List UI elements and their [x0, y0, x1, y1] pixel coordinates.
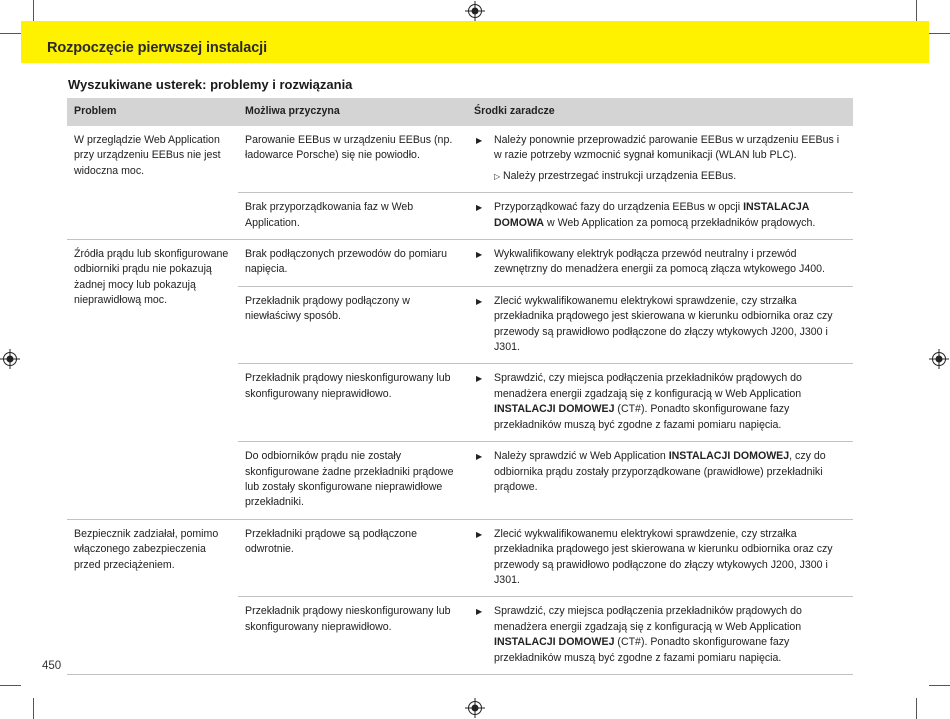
remedy-text: Zlecić wykwalifikowanemu elektrykowi sprawdzenie, czy strzałka przekładnika prądowego jest skierowana w kierunku odbiornika oraz czy przewody są prawidłowo podłączone do złączy wtykowych J200, J300 i J301.: [494, 527, 833, 586]
remedy-item: [474, 527, 846, 589]
cause-cell: Przekładnik prądowy nieskonfigurowany lub skonfigurowany nieprawidłowo.: [238, 364, 467, 442]
remedy-text: Przyporządkować fazy do urządzenia EEBus w opcji: [494, 201, 744, 214]
remedy-cell: [467, 286, 853, 364]
remedy-emphasis: INSTALACJI DOMOWEJ: [494, 636, 615, 649]
remedy-text: Należy sprawdzić w Web Application: [494, 450, 669, 463]
troubleshooting-table: [67, 98, 853, 675]
crop-mark: [33, 0, 34, 21]
cause-cell: Do odbiorników prądu nie zostały skonfigurowane żadne przekładniki prądowe lub zostały skonfigurowane nieprawidłowe przekładniki.: [238, 442, 467, 520]
cause-cell: Przekładniki prądowe są podłączone odwrotnie.: [238, 519, 467, 597]
cause-cell: Parowanie EEBus w urządzeniu EEBus (np. ładowarce Porsche) się nie powiodło.: [238, 126, 467, 193]
table-header-row: [67, 98, 853, 126]
remedy-text: Sprawdzić, czy miejsca podłączenia przekładników prądowych do menadżera energii zgadzają się z konfiguracją w Web Application: [494, 372, 802, 400]
column-header-remedy: Środki zaradcze: [467, 98, 853, 126]
note-text: Należy przestrzegać instrukcji urządzenia EEBus.: [503, 169, 737, 182]
remedy-item: [474, 604, 846, 666]
table-body: [67, 126, 853, 674]
remedy-item: [474, 133, 846, 184]
remedy-emphasis: INSTALACJA DOMOWA: [494, 201, 809, 229]
remedy-text: w Web Application za pomocą przekładników prądowych.: [544, 216, 816, 229]
header-banner: [21, 21, 929, 63]
remedy-text: Zlecić wykwalifikowanemu elektrykowi sprawdzenie, czy strzałka przekładnika prądowego jest skierowana w kierunku odbiornika oraz czy przewody są prawidłowo podłączone do złączy wtykowych J200, J300 i J301.: [494, 294, 833, 354]
bullet-triangle-icon: ▶: [476, 529, 483, 539]
remedy-text: Należy ponownie przeprowadzić parowanie EEBus w urządzeniu EEBus i w razie potrzeby wzmocnić sygnał komunikacji (WLAN lub PLC).: [494, 134, 840, 162]
cause-cell: Przekładnik prądowy nieskonfigurowany lub skonfigurowany nieprawidłowo.: [238, 597, 467, 675]
bullet-triangle-icon: ▶: [476, 203, 483, 213]
remedy-item: [474, 294, 846, 356]
crop-mark: [33, 698, 34, 719]
column-header-cause: Możliwa przyczyna: [238, 98, 467, 126]
remedy-text: (CT#). Ponadto skonfigurowane fazy przekładników muszą być zgodne z fazami pomiaru napięcia.: [494, 403, 790, 431]
crop-mark: [0, 33, 21, 34]
remedy-text: (CT#). Ponadto skonfigurowane fazy przekładników muszą być zgodne z fazami pomiaru napięcia.: [494, 636, 790, 664]
registration-mark-icon: [0, 349, 20, 369]
table-row: [67, 240, 853, 287]
registration-mark-icon: [929, 349, 949, 369]
bullet-triangle-icon: ▶: [476, 607, 483, 617]
remedy-cell: [467, 597, 853, 675]
column-header-problem: Problem: [67, 98, 238, 126]
remedy-item: [474, 449, 846, 495]
bullet-triangle-icon: ▶: [476, 136, 483, 145]
remedy-emphasis: INSTALACJI DOMOWEJ: [668, 450, 790, 463]
remedy-text: Wykwalifikowany elektryk podłącza przewód neutralny i przewód zewnętrzny do menadżera energii za pomocą złącza wtykowego J400.: [494, 248, 825, 276]
note-triangle-icon: ▷: [494, 171, 501, 181]
cause-cell: Brak przyporządkowania faz w Web Application.: [238, 193, 467, 240]
cause-cell: Brak podłączonych przewodów do pomiaru napięcia.: [238, 240, 467, 287]
page-number: 450: [42, 660, 62, 672]
crop-mark: [916, 0, 917, 21]
registration-mark-icon: [465, 698, 485, 718]
remedy-text: , czy do odbiornika prądu zostały przyporządkowane (prawidłowe) przekładniki prądowe.: [494, 450, 826, 493]
section-title: Wyszukiwane usterek: problemy i rozwiązania: [68, 77, 353, 92]
page-header-title: Rozpoczęcie pierwszej instalacji: [47, 40, 268, 56]
bullet-triangle-icon: ▶: [476, 374, 483, 384]
remedy-text: Sprawdzić, czy miejsca podłączenia przekładników prądowych do menadżera energii zgadzają się z konfiguracją w Web Application: [494, 605, 802, 633]
remedy-cell: [467, 126, 853, 193]
problem-cell: Źródła prądu lub skonfigurowane odbiorniki prądu nie pokazują żadnej mocy lub pokazują nieprawidłową moc.: [67, 240, 238, 520]
crop-mark: [929, 33, 950, 34]
bullet-triangle-icon: ▶: [476, 296, 483, 306]
remedy-item: [474, 247, 846, 278]
remedy-cell: [467, 364, 853, 442]
remedy-item: [474, 200, 846, 231]
cause-cell: Przekładnik prądowy podłączony w niewłaściwy sposób.: [238, 286, 467, 364]
crop-mark: [929, 685, 950, 686]
crop-mark: [916, 698, 917, 719]
remedy-note: [494, 169, 846, 184]
problem-cell: Bezpiecznik zadziałał, pomimo włączonego zabezpieczenia przed przeciążeniem.: [67, 519, 238, 674]
table-row: [67, 126, 853, 193]
remedy-cell: [467, 193, 853, 240]
remedy-cell: [467, 442, 853, 520]
remedy-cell: [467, 519, 853, 597]
bullet-triangle-icon: ▶: [476, 452, 483, 462]
remedy-item: [474, 371, 846, 433]
crop-mark: [0, 685, 21, 686]
registration-mark-icon: [465, 1, 485, 21]
bullet-triangle-icon: ▶: [476, 250, 483, 260]
problem-cell: W przeglądzie Web Application przy urządzeniu EEBus nie jest widoczna moc.: [67, 126, 238, 240]
remedy-cell: [467, 240, 853, 287]
remedy-emphasis: INSTALACJI DOMOWEJ: [494, 403, 615, 416]
table-row: [67, 519, 853, 597]
